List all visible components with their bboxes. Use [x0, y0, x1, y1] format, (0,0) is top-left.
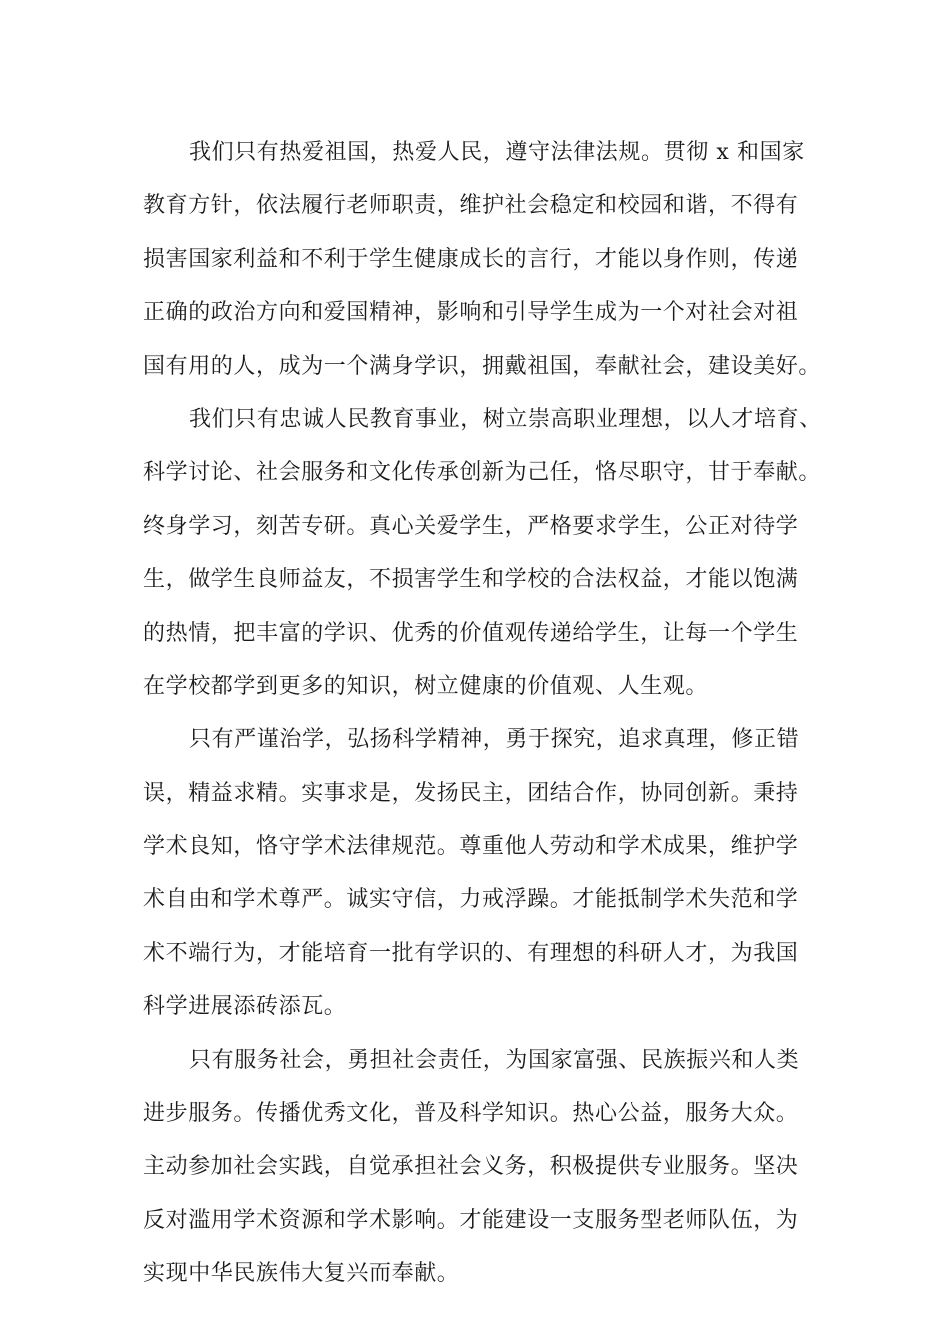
text-line: 反对滥用学术资源和学术影响。才能建设一支服务型老师队伍，为	[143, 1207, 799, 1233]
text-line: 国有用的人，成为一个满身学识，拥戴祖国，奉献社会，建设美好。	[143, 353, 822, 379]
text-line: 科学讨论、社会服务和文化传承创新为己任，恪尽职守，甘于奉献。	[143, 460, 822, 486]
paragraph-1	[143, 126, 823, 393]
text-line: 进步服务。传播优秀文化，普及科学知识。热心公益，服务大众。	[143, 1101, 799, 1127]
text-line: 生，做学生良师益友，不损害学生和学校的合法权益，才能以饱满	[143, 567, 799, 593]
document-body	[143, 126, 823, 1301]
text-line: 我们只有忠诚人民教育事业，树立崇高职业理想，以人才培育、	[189, 406, 822, 432]
text-line: 术自由和学术尊严。诚实守信，力戒浮躁。才能抵制学术失范和学	[143, 887, 799, 913]
text-line: 损害国家利益和不利于学生健康成长的言行，才能以身作则，传递	[143, 246, 799, 272]
text-line: 的热情，把丰富的学识、优秀的价值观传递给学生，让每一个学生	[143, 620, 799, 646]
text-line: 正确的政治方向和爱国精神，影响和引导学生成为一个对社会对祖	[143, 300, 799, 326]
paragraph-4	[143, 1034, 823, 1301]
text-line: 教育方针，依法履行老师职责，维护社会稳定和校园和谐，不得有	[143, 193, 799, 219]
text-line: 只有严谨治学，弘扬科学精神，勇于探究，追求真理，修正错	[189, 727, 800, 753]
text-line: 在学校都学到更多的知识，树立健康的价值观、人生观。	[143, 673, 709, 699]
text-line: 术不端行为，才能培育一批有学识的、有理想的科研人才，为我国	[143, 940, 799, 966]
text-line: 我们只有热爱祖国，热爱人民，遵守法律法规。贯彻 x 和国家	[189, 140, 805, 165]
text-line: 终身学习，刻苦专研。真心关爱学生，严格要求学生，公正对待学	[143, 513, 799, 539]
text-line: 主动参加社会实践，自觉承担社会义务，积极提供专业服务。坚决	[143, 1154, 799, 1180]
text-line: 学术良知，恪守学术法律规范。尊重他人劳动和学术成果，维护学	[143, 834, 799, 860]
paragraph-2	[143, 393, 823, 713]
text-line: 科学进展添砖添瓦。	[143, 994, 347, 1020]
text-line: 误，精益求精。实事求是，发扬民主，团结合作，协同创新。秉持	[143, 780, 799, 806]
text-line: 实现中华民族伟大复兴而奉献。	[143, 1261, 460, 1287]
paragraph-3	[143, 713, 823, 1033]
text-line: 只有服务社会，勇担社会责任，为国家富强、民族振兴和人类	[189, 1047, 800, 1073]
